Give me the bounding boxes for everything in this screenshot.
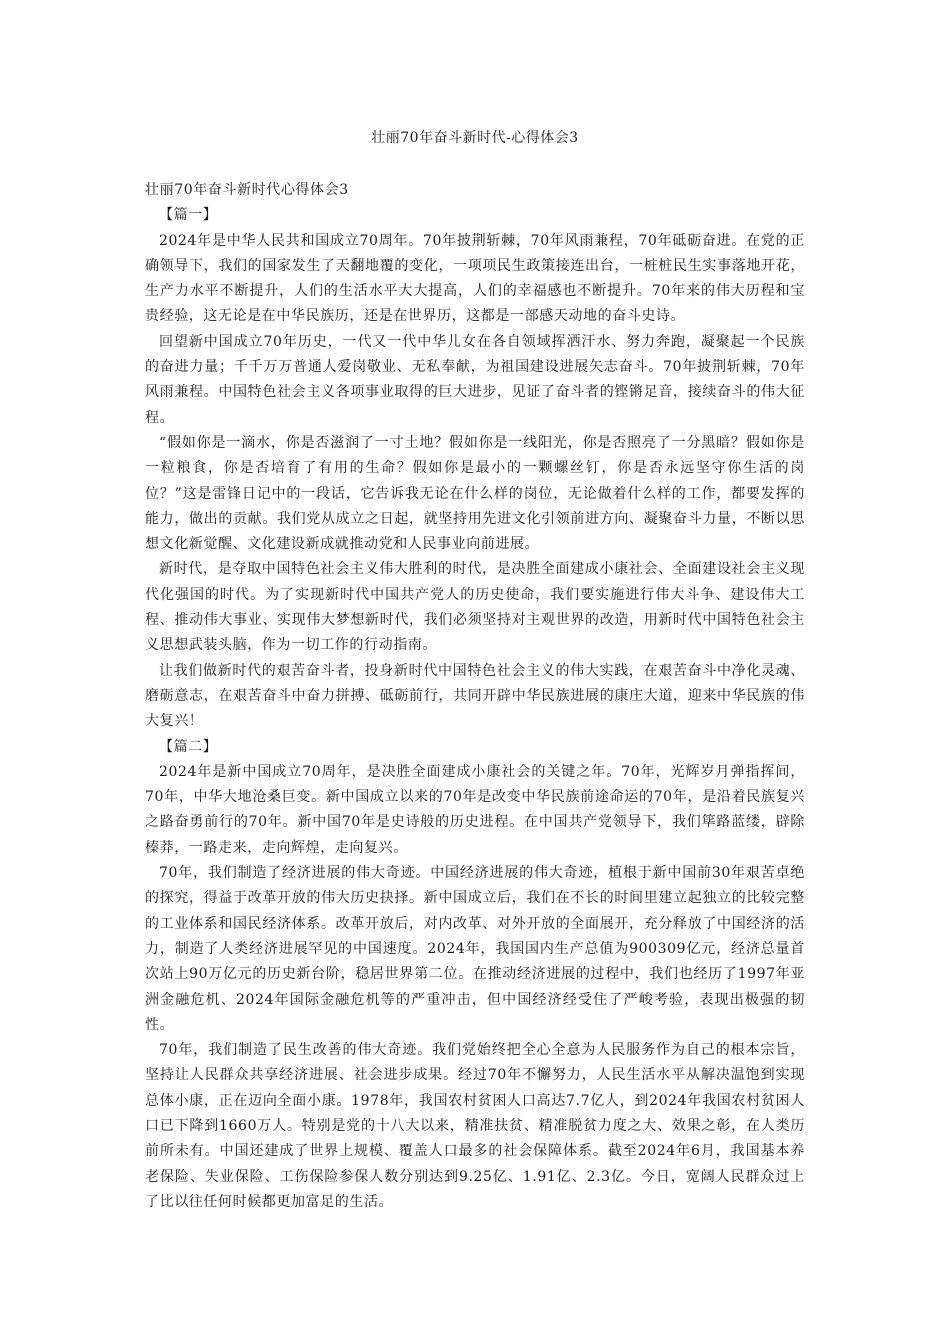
paragraph: 2024年是新中国成立70周年，是决胜全面建成小康社会的关键之年。70年，光辉岁月弹指挥间，70年，中华大地沧桑巨变。新中国成立以来的70年是改变中华民族前途命运的70年，是沿着民族复兴之路奋勇前行的70年。新中国70年是史诗般的历史进程。在中国共产党领导下，我们筚路蓝缕，辟除榛莽，一路走来，走向辉煌，走向复兴。 (145, 763, 805, 856)
paragraph: 70年，我们制造了经济进展的伟大奇迹。中国经济进展的伟大奇迹，植根于新中国前30年艰苦卓绝的探究，得益于改革开放的伟大历史抉择。新中国成立后，我们在不长的时间里建立起独立的比较完整的工业体系和国民经济体系。改革开放后，对内改革、对外开放的全面展开，充分释放了中国经济的活力，制造了人类经济进展罕见的中国速度。2024年，我国国内生产总值为900309亿元，经济总量首次站上90万亿元的历史新台阶，稳居世界第二位。在推动经济进展的过程中，我们也经历了1997年亚洲金融危机、2024年国际金融危机等的严重冲击，但中国经济经受住了严峻考验，表现出极强的韧性。 (145, 865, 805, 1033)
document-title: 壮丽70年奋斗新时代-心得体会3 (371, 130, 579, 146)
paragraph: 回望新中国成立70年历史，一代又一代中华儿女在各自领域挥洒汗水、努力奔跑，凝聚起一个民族的奋进力量；千千万万普通人爱岗敬业、无私奉献，为祖国建设进展矢志奋斗。70年披荆斩棘，70年风雨兼程。中国特色社会主义各项事业取得的巨大进步，见证了奋斗者的铿锵足音，接续奋斗的伟大征程。 (145, 333, 805, 426)
paragraph: 新时代，是夺取中国特色社会主义伟大胜利的时代，是决胜全面建成小康社会、全面建设社会主义现代化强国的时代。为了实现新时代中国共产党人的历史使命，我们要实施进行伟大斗争、建设伟大工程、推动伟大事业、实现伟大梦想新时代，我们必须坚持对主观世界的改造，用新时代中国特色社会主义思想武装头脑，作为一切工作的行动指南。 (145, 561, 805, 654)
document-body (145, 178, 805, 1215)
paragraph: “假如你是一滴水，你是否滋润了一寸土地？假如你是一线阳光，你是否照亮了一分黑暗？假如你是一粒粮食，你是否培育了有用的生命？假如你是最小的一颗螺丝钉，你是否永远坚守你生活的岗位？”这是雷锋日记中的一段话，它告诉我无论在什么样的岗位，无论做着什么样的工作，都要发挥的能力，做出的贡献。我们党从成立之日起，就坚持用先进文化引领前进方向、凝聚奋斗力量，不断以思想文化新觉醒、文化建设新成就推动党和人民事业向前进展。 (145, 434, 805, 553)
paragraph: 2024年是中华人民共和国成立70周年。70年披荆斩棘，70年风雨兼程，70年砥砺奋进。在党的正确领导下，我们的国家发生了天翻地覆的变化，一项项民生政策接连出台，一桩桩民生实事落地开花，生产力水平不断提升，人们的生活水平大大提高，人们的幸福感也不断提升。70年来的伟大历程和宝贵经验，这无论是在中华民族历，还是在世界历，这都是一部感天动地的奋斗史诗。 (145, 232, 805, 325)
section-heading-1: 【篇一】 (159, 207, 218, 224)
paragraph: 70年，我们制造了民生改善的伟大奇迹。我们党始终把全心全意为人民服务作为自己的根本宗旨，坚持让人民群众共享经济进展、社会进步成果。经过70年不懈努力，人民生活水平从解决温饱到实现总体小康，正在迈向全面小康。1978年，我国农村贫困人口高达7.7亿人，到2024年我国农村贫困人口已下降到1660万人。特别是党的十八大以来，精准扶贫、精准脱贫力度之大、效果之彰，在人类历前所未有。中国还建成了世界上规模、覆盖人口最多的社会保障体系。截至2024年6月，我国基本养老保险、失业保险、工伤保险参保人数分别达到9.25亿、1.91亿、2.3亿。今日，宽阔人民群众过上了比以往任何时候都更加富足的生活。 (145, 1042, 805, 1210)
document-subtitle: 壮丽70年奋斗新时代心得体会3 (145, 182, 349, 198)
paragraph: 让我们做新时代的艰苦奋斗者，投身新时代中国特色社会主义的伟大实践，在艰苦奋斗中净化灵魂、磨砺意志，在艰苦奋斗中奋力拼搏、砥砺前行，共同开辟中华民族进展的康庄大道，迎来中华民族的伟大复兴！ (145, 662, 805, 730)
section-heading-2: 【篇二】 (159, 738, 218, 755)
